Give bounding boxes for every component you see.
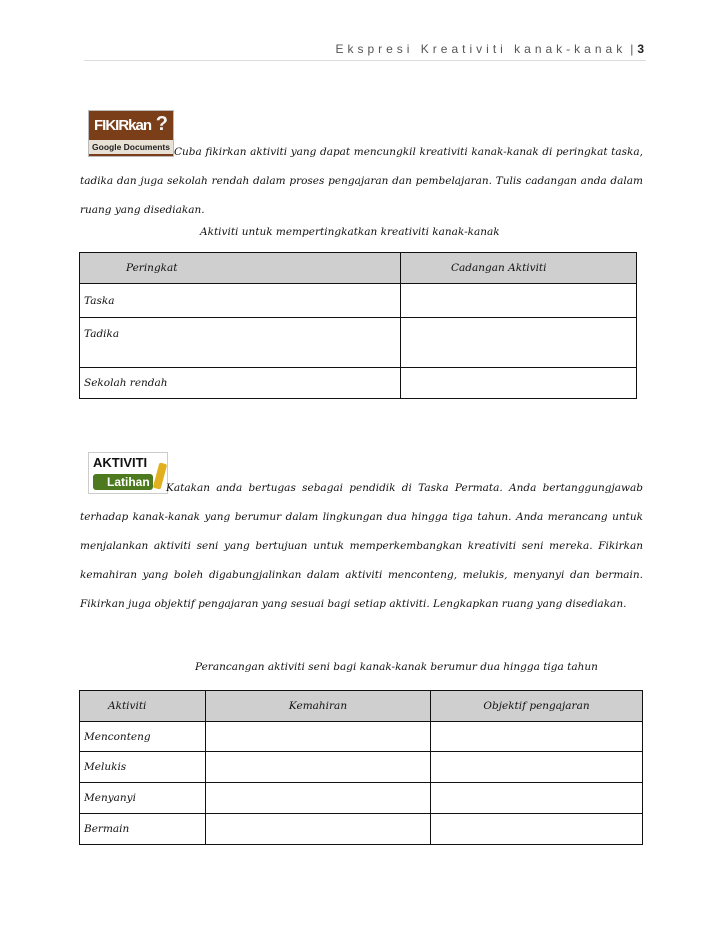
answer-cell[interactable]: [401, 318, 637, 368]
row-label-tadika: Tadika: [80, 318, 401, 368]
row-label-menyanyi: Menyanyi: [80, 783, 206, 814]
answer-cell[interactable]: [431, 814, 643, 845]
answer-cell[interactable]: [401, 368, 637, 399]
row-label-bermain: Bermain: [80, 814, 206, 845]
column-header-peringkat: Peringkat: [80, 253, 401, 284]
table-caption-2: Perancangan aktiviti seni bagi kanak-kanak berumur dua hingga tiga tahun: [195, 661, 598, 673]
row-label-menconteng: Menconteng: [80, 722, 206, 752]
row-label-sekolah-rendah: Sekolah rendah: [80, 368, 401, 399]
answer-cell[interactable]: [401, 284, 637, 318]
row-label-melukis: Melukis: [80, 752, 206, 783]
aktiviti-latihan-logo: AKTIVITI Latihan: [88, 452, 168, 494]
answer-cell[interactable]: [206, 783, 431, 814]
instruction-paragraph-2: Katakan anda bertugas sebagai pendidik di Taska Permata. Anda bertanggungjawab terhadap kanak-kanak yang berumur dalam lingkungan dua hingga tiga tahun. Anda merancang untuk menjalankan aktiviti seni yang bertujuan untuk memperkembangkan kreativiti seni mereka. Fikirkan kemahiran yang boleh digabungjalinkan dalam aktiviti menconteng, melukis, menyanyi dan bermain. Fikirkan juga objektif pengajaran yang sesuai bagi setiap aktiviti. Lengkapkan ruang yang disediakan.: [80, 482, 643, 610]
page-number: 3: [637, 42, 644, 56]
header-rule: [84, 60, 646, 61]
table-caption-1: Aktiviti untuk mempertingkatkan kreativiti kanak-kanak: [200, 226, 500, 238]
answer-cell[interactable]: [431, 722, 643, 752]
instruction-paragraph-1: Cuba fikirkan aktiviti yang dapat mencungkil kreativiti kanak-kanak di peringkat taska, tadika dan juga sekolah rendah dalam proses pengajaran dan pembelajaran. Tulis cadangan anda dalam ruang yang disediakan.: [80, 146, 643, 216]
answer-cell[interactable]: [206, 814, 431, 845]
document-title: Ekspresi Kreativiti kanak-kanak: [335, 42, 627, 56]
column-header-cadangan-aktiviti: Cadangan Aktiviti: [401, 253, 637, 284]
fikirkan-google-documents-logo: FIKIRkan ? Google Documents: [88, 110, 174, 157]
row-label-taska: Taska: [80, 284, 401, 318]
column-header-aktiviti: Aktiviti: [80, 691, 206, 722]
answer-cell[interactable]: [431, 752, 643, 783]
answer-cell[interactable]: [431, 783, 643, 814]
answer-cell[interactable]: [206, 722, 431, 752]
art-activity-planning-table: [79, 690, 643, 845]
activity-suggestion-table: [79, 252, 637, 399]
running-header: [335, 42, 644, 56]
column-header-kemahiran: Kemahiran: [206, 691, 431, 722]
header-separator: |: [630, 42, 634, 56]
answer-cell[interactable]: [206, 752, 431, 783]
column-header-objektif-pengajaran: Objektif pengajaran: [431, 691, 643, 722]
